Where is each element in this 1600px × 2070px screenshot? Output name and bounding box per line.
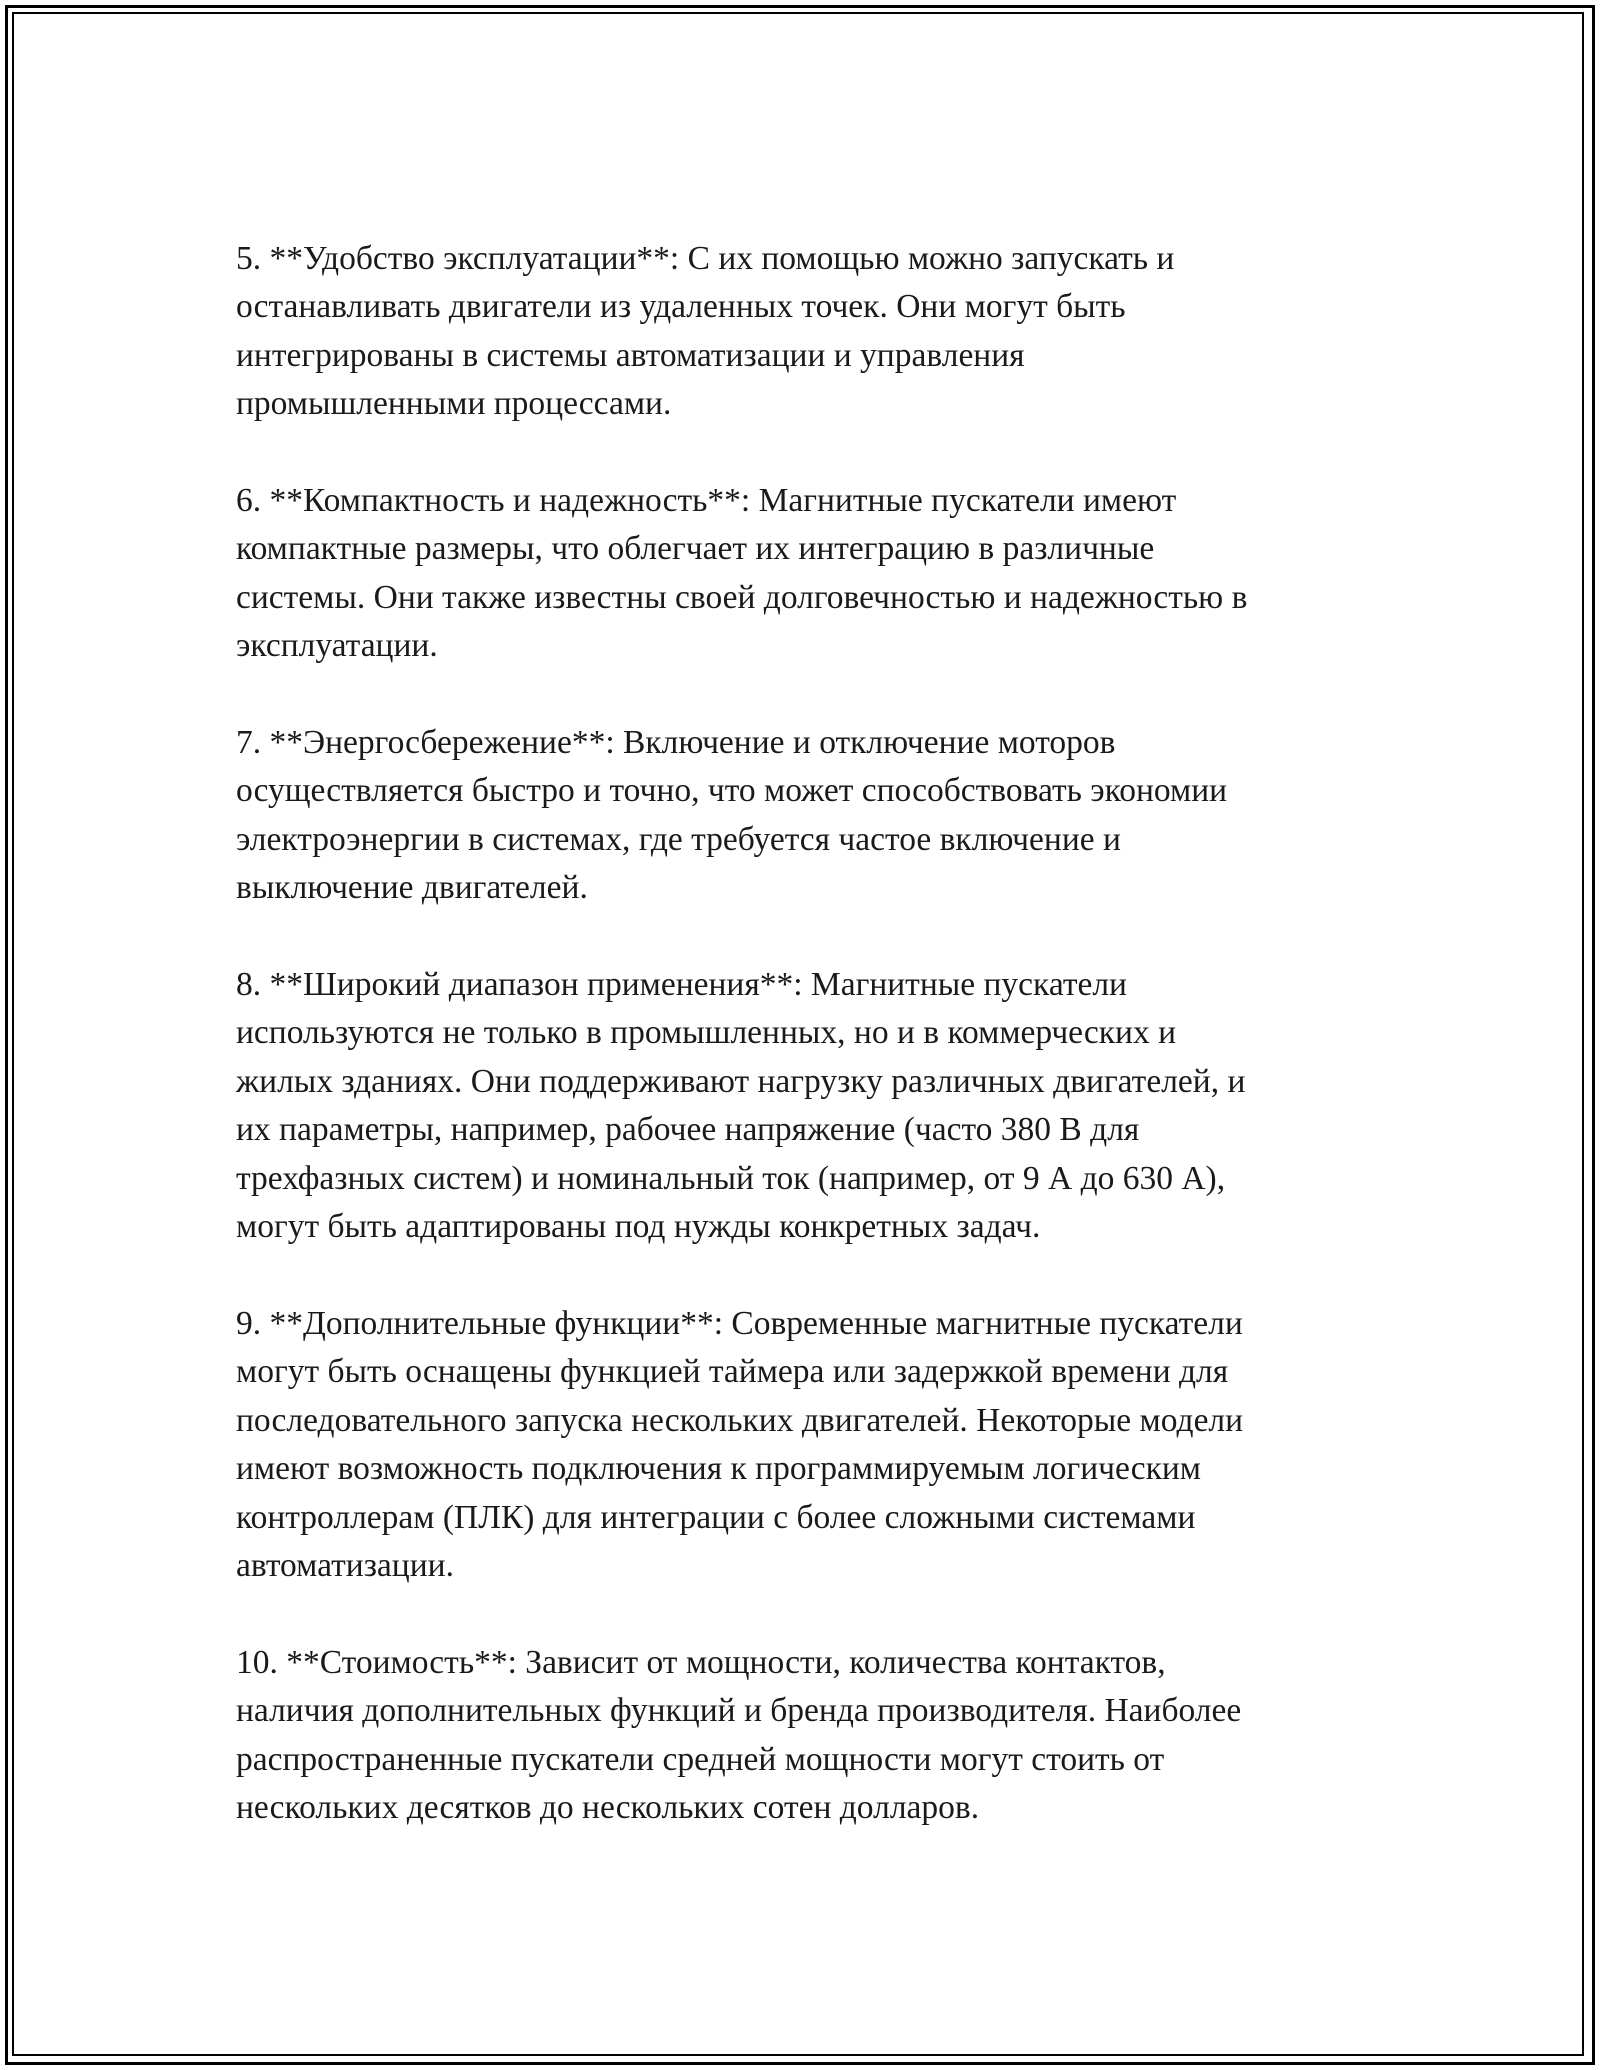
paragraph-10-cost: 10. **Стоимость**: Зависит от мощности, количества контактов, наличия дополнительных функций и бренда производителя. Наиболее распространенные пускатели средней мощности могут стоить от нескольких десятков до нескольких сотен долларов. xyxy=(236,1643,1242,1826)
paragraph-5-usability: 5. **Удобство эксплуатации**: С их помощью можно запускать и останавливать двигатели из удаленных точек. Они могут быть интегрированы в системы автоматизации и управления промышленными процессами. xyxy=(236,240,1175,423)
document-body xyxy=(236,235,1366,1881)
paragraph-6-compactness: 6. **Компактность и надежность**: Магнитные пускатели имеют компактные размеры, что облегчает их интеграцию в различные системы. Они также известны своей долговечностью и надежностью в эксплуатации. xyxy=(236,482,1248,665)
paragraph-7-energy-saving: 7. **Энергосбережение**: Включение и отключение моторов осуществляется быстро и точно, что может способствовать экономии электроэнергии в системах, где требуется частое включение и выключение двигателей. xyxy=(236,724,1228,907)
paragraph-9-extra-functions: 9. **Дополнительные функции**: Современные магнитные пускатели могут быть оснащены функцией таймера или задержкой времени для последовательного запуска нескольких двигателей. Некоторые модели имеют возможность подключения к программируемым логическим контроллерам (ПЛК) для интеграции с более сложными системами автоматизации. xyxy=(236,1304,1244,1584)
paragraph-8-application-range: 8. **Широкий диапазон применения**: Магнитные пускатели используются не только в промышленных, но и в коммерческих и жилых зданиях. Они поддерживают нагрузку различных двигателей, и их параметры, например, рабочее напряжение (часто 380 В для трехфазных систем) и номинальный ток (например, от 9 А до 630 А), могут быть адаптированы под нужды конкретных задач. xyxy=(236,966,1246,1246)
